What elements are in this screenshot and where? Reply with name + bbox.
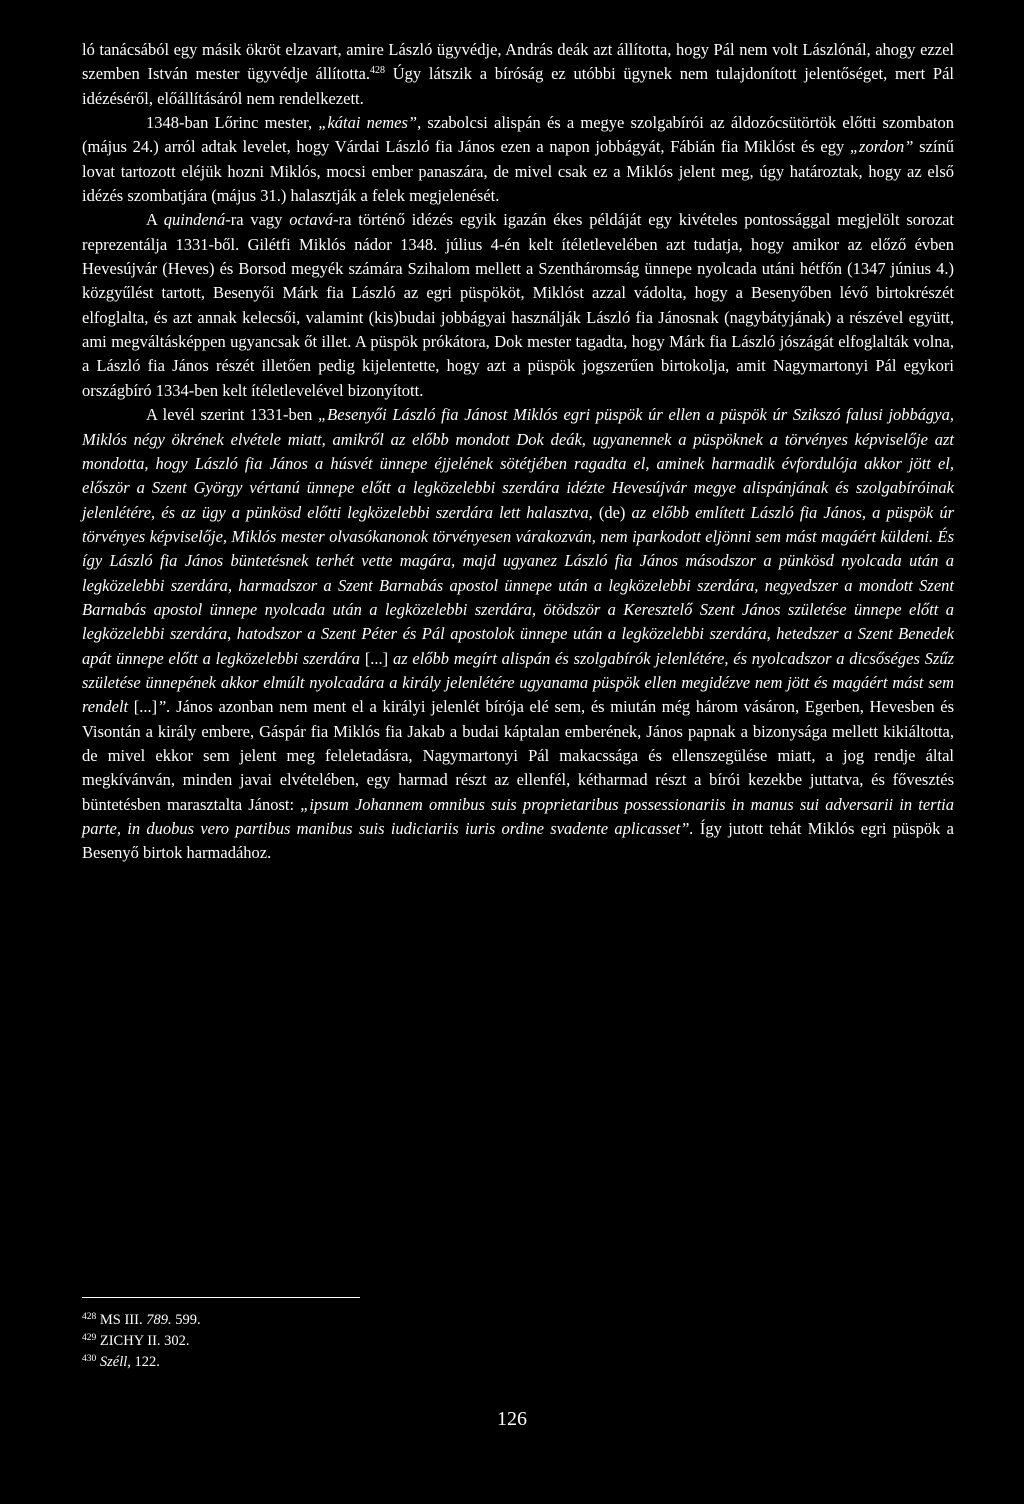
page-number: 126 xyxy=(497,1408,527,1430)
footnote xyxy=(82,1331,682,1352)
text-run: ló tanácsából egy másik ökröt elzavart, amire László ügyvédje, András deák azt állította, hogy Pál nem volt Lászlónál, ahogy ezzel szemben István mester ügyvédje állította. xyxy=(82,40,954,84)
italic-text: 789. xyxy=(146,1312,172,1328)
paragraph xyxy=(82,38,954,111)
text-run: [...] xyxy=(133,697,158,717)
italic-text: Széll, xyxy=(99,1354,131,1370)
footnote-separator xyxy=(82,1297,360,1298)
text-run: [...] xyxy=(364,648,389,668)
text-run: -ra történő idézés egyik igazán ékes példáját egy kivételes pontossággal megjelölt sorozat reprezentálja 1331-ből. Gilétfi Miklós nádor 1348. július 4-én kelt ítéletlevelében azt tudatja, hogy amikor az előző évben Hevesújvár (Heves) és Borsod megyék számára Szihalom mellett a Szentháromság ünnepe nyolcada utáni hétfőn (1347 június 4.) közgyűlést tartott, Besenyői Márk fia László az egri püspököt, Miklóst azzal vádolta, hogy a Besenyőben lévő birtokrészét elfoglalta, és azt annak kelecsői, valamint (kis)budai jobbágyai használják László fia Jánosnak (nagybátyjának) a részével együtt, ami megváltásképpen ugyancsak őt illet. A püspök prókátora, Dok mester tagadta, hogy Márk fia László jószágát elfoglalták volna, a László fia János részét illetően pedig kijelentette, hogy azt a püspök jogszerűen birtokolja, amit Nagymartonyi Pál egykori országbíró 1334-ben kelt ítéletlevelével bizonyított. xyxy=(82,210,954,400)
italic-text: „Besenyői László fia Jánost Miklós egri püspök úr ellen a püspök úr Szikszó falusi jobbágya, Miklós négy ökrének elvétele miatt, amikről az előbb mondott Dok deák, ugyanennek a püspöknek a törvényes képviselője azt mondotta, hogy László fia János a húsvét ünnepe éjjelének sötétjében ragadta el, aminek harmadik évfordulója akkor jött el, először a Szent György vértanú ünnepe előtt a legközelebbi szerdára idézte Hevesújvár megye alispánjának és szolgabíróinak jelenlétére, és az ügy a pünkösd előtti legközelebbi szerdára lett halasztva, xyxy=(82,405,955,522)
italic-text: „zordon” xyxy=(849,137,914,157)
text-run: MS III. xyxy=(99,1312,147,1328)
text-run: János azonban nem ment el a királyi jelenlét bírója elé sem, és miután még három vásáron, Egerben, Hevesben és Visontán a király embere, Gáspár fia Miklós fia Jakab a budai káptalan emberének, János papnak a bizonysága mellett kikiáltotta, de mivel ekkor sem jelent meg feleletadásra, Nagymartonyi Pál makacssága és ellenszegülése miatt, a jog rendje által megkívánván, minden javai elvételében, egy harmad részt az ellenfél, kétharmad részt a bírói kezekbe juttatva, és fővesztés büntetésben marasztalta Jánost: xyxy=(82,697,954,814)
body-text xyxy=(82,38,954,866)
text-run: A levél szerint 1331-ben xyxy=(146,405,318,425)
text-run: (de) xyxy=(598,502,626,522)
paragraph xyxy=(82,403,954,866)
text-run: színű lovat tartozott eléjük hozni Miklós, mocsi ember panaszára, de mivel csak ez a Miklós jelent meg, úgy határoztak, hogy az első idézés szombatjára (május 31.) halasztják a felek megjelenését. xyxy=(82,137,954,206)
footnote xyxy=(82,1352,682,1373)
paragraph xyxy=(82,111,954,208)
italic-text: „kátai nemes” xyxy=(318,113,418,133)
italic-text: octavá xyxy=(289,210,334,230)
text-run: Így jutott tehát Miklós egri püspök a Besenyő birtok harmadához. xyxy=(82,819,955,863)
footnote-number: 428 xyxy=(82,1312,97,1322)
paragraph xyxy=(82,208,954,403)
footnote-number: 429 xyxy=(82,1333,97,1343)
italic-text: az előbb megírt alispán és szolgabírók jelenlétére, és nyolcadszor a dicsőséges Szűz születése ünnepének akkor elmúlt nyolcadára a király jelenlétére ugyanama püspök ellen megidézve nem jött és magáért mást sem rendelt xyxy=(82,648,954,717)
footnote-ref: 428 xyxy=(370,65,386,77)
footnotes xyxy=(82,1310,682,1373)
italic-text: ”. xyxy=(157,697,171,717)
text-run: , szabolcsi alispán és a megye szolgabírói az áldozócsütörtök előtti szombaton (május 24.) arról adtak levelet, hogy Várdai László fia János ezen a napon jobbágyát, Fábián fia Miklóst és egy xyxy=(82,113,954,157)
text-run: Úgy látszik a bíróság ez utóbbi ügynek nem tulajdonított jelentőséget, mert Pál idézéséről, előállításáról nem rendelkezett. xyxy=(82,64,955,108)
footnote-number: 430 xyxy=(82,1354,97,1364)
footnote xyxy=(82,1310,682,1331)
italic-text: „ipsum Johannem omnibus suis proprietaribus possessionariis in manus sui adversarii in tertia parte, in duobus vero partibus manibus suis iudiciariis iuris ordine svadente aplicasset”. xyxy=(82,794,955,838)
text-run: A xyxy=(146,210,164,230)
text-run: 1348-ban Lőrinc mester, xyxy=(146,113,319,133)
text-run: 599. xyxy=(171,1312,201,1328)
text-run: 122. xyxy=(130,1354,160,1370)
text-run: -ra vagy xyxy=(225,210,290,230)
italic-text: az előbb említett László fia János, a püspök úr törvényes képviselője, Miklós mester olvasókanonok törvényesen várakozván, nem iparkodott eljönni sem mást magáért küldeni. És így László fia János büntetésnek terhét vette magára, majd ugyanez László fia János másodszor a pünkösd nyolcada után a legközelebbi szerdára, harmadszor a Szent Barnabás apostol ünnepe után a legközelebbi szerdára, negyedszer a mondott Szent Barnabás apostol ünnepe nyolcada után a legközelebbi szerdára, ötödször a Keresztelő Szent János születése ünnepe előtt a legközelebbi szerdára, hatodszor a Szent Péter és Pál apostolok ünnepe után a legközelebbi szerdára, hetedszer a Szent Benedek apát ünnepe előtt a legközelebbi szerdára xyxy=(82,502,954,668)
text-run: ZICHY II. 302. xyxy=(99,1333,190,1349)
italic-text: quindená xyxy=(163,210,226,230)
